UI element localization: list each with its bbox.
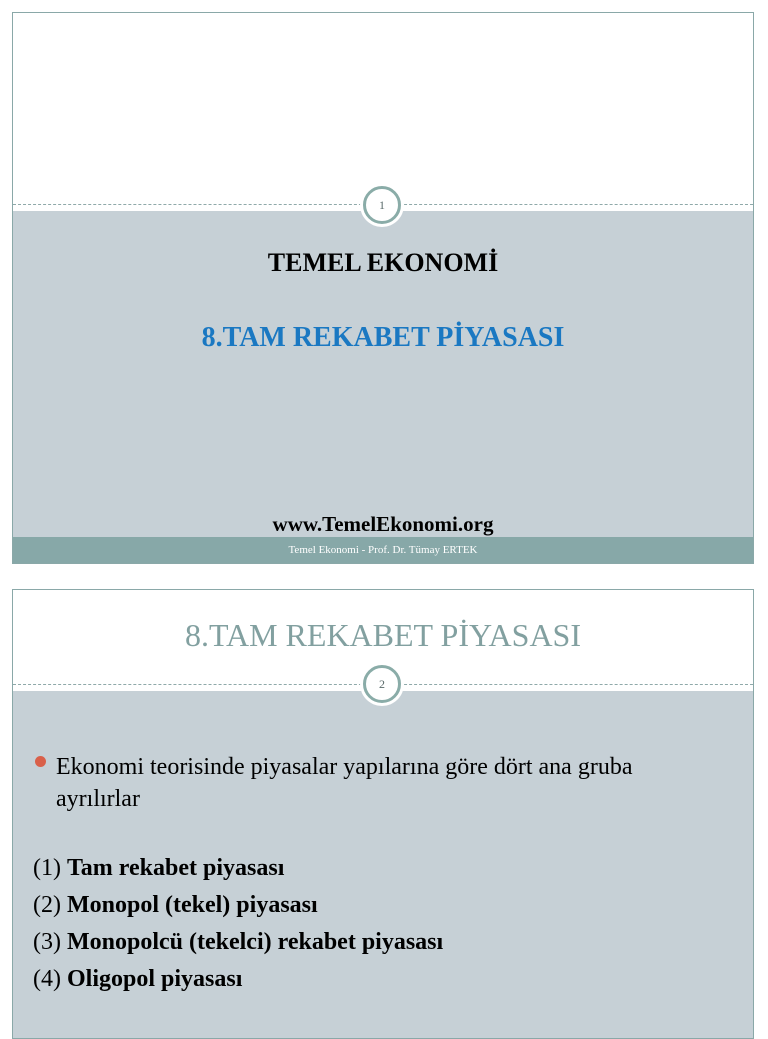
list-item xyxy=(33,966,242,993)
list-item-label: Monopolcü (tekelci) rekabet piyasası xyxy=(66,929,444,955)
slide-1 xyxy=(12,12,754,564)
list-item-number: (2) xyxy=(33,892,61,918)
bullet-icon xyxy=(35,756,46,767)
list-item xyxy=(33,892,318,919)
slide-footer: Temel Ekonomi - Prof. Dr. Tümay ERTEK xyxy=(13,537,753,563)
list-item-label: Tam rekabet piyasası xyxy=(66,855,285,881)
slide-subtitle: 8.TAM REKABET PİYASASI xyxy=(201,322,565,353)
slide-number-badge: 1 xyxy=(363,186,401,224)
list-item-label: Oligopol piyasası xyxy=(66,966,243,992)
list-item-label: Monopol (tekel) piyasası xyxy=(66,892,318,918)
slide-title: TEMEL EKONOMİ xyxy=(267,248,499,277)
list-item xyxy=(33,855,284,882)
list-item-number: (1) xyxy=(33,855,61,881)
slide-number-badge: 2 xyxy=(363,665,401,703)
list-item-number: (4) xyxy=(33,966,61,992)
slide-title: 8.TAM REKABET PİYASASI xyxy=(185,617,581,653)
slide-2 xyxy=(12,589,754,1039)
website-url: www.TemelEkonomi.org xyxy=(272,512,494,536)
bullet-text: Ekonomi teorisinde piyasalar yapılarına göre dört ana gruba ayrılırlar xyxy=(56,754,633,812)
list-item xyxy=(33,929,443,956)
list-item-number: (3) xyxy=(33,929,61,955)
